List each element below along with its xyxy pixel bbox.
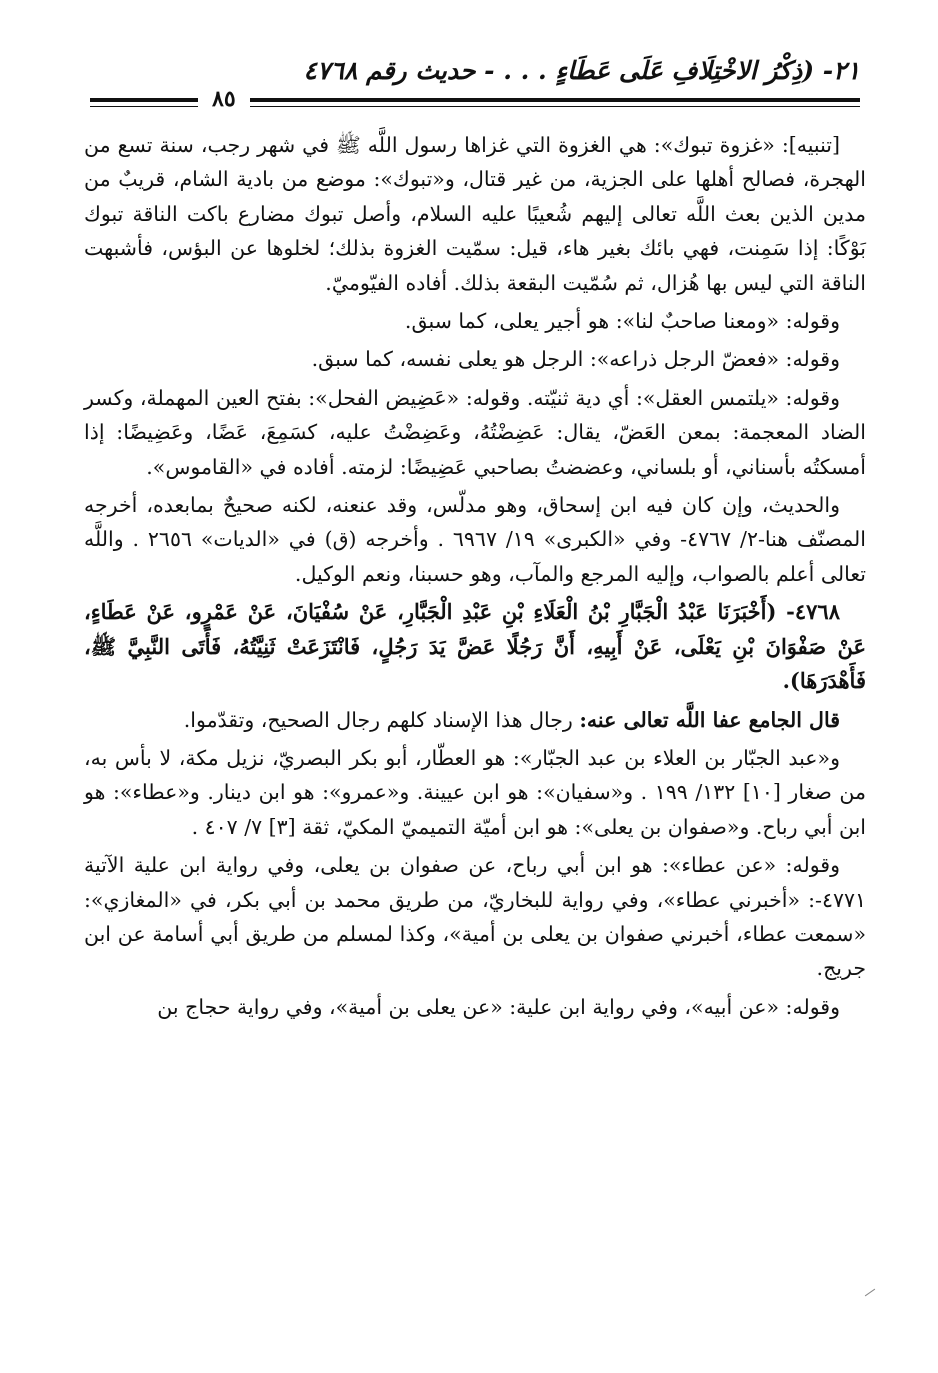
compiler-lead: قال الجامع عفا اللَّه تعالى عنه: <box>579 707 840 732</box>
paragraph-aql-definition: وقوله: «يلتمس العقل»: أي دية ثنيّته. وقوله: «عَضِيض الفحل»: بفتح العين المهملة، وكسر الضاد المعجمة: بمعن العَضّ، يقال: عَضِضْتُهُ، وعَضِضْتُ عليه، كسَمِعَ، عَضًا، وعَضِيضًا: إذا أمسكتُه بأسناني، أو بلساني، وعضضتُ بصاحبي عَضِيضًا: لزمته. أفاده في «القاموس». <box>84 385 866 479</box>
paragraph-takhrij: والحديث، وإن كان فيه ابن إسحاق، وهو مدلّس، وقد عنعنه، لكنه صحيحٌ بمابعده، أخرجه المصنّف هنا-٢/ ٤٧٦٧- وفي «الكبرى» ١٩/ ٦٩٦٧ . وأخرجه (ق) في «الديات» ٢٦٥٦ . واللَّه تعالى أعلم بالصواب، وإليه المرجع والمآب، وهو حسبنا، ونعم الوكيل. <box>84 493 866 586</box>
header-rule-left-thin <box>90 106 198 107</box>
hadith-4768: ٤٧٦٨- (أَخْبَرَنَا عَبْدُ الْجَبَّارِ بْنُ الْعَلَاءِ بْنِ عَبْدِ الْجَبَّارِ، عَنْ سُفْيَانَ، عَنْ عَمْرٍو، عَنْ عَطَاءٍ، عَنْ صَفْوَانَ بْنِ يَعْلَى، عَنْ أَبِيهِ، أَنَّ رَجُلًا عَضَّ يَدَ رَجُلٍ، فَانْتَزَعَتْ ثَنِيَّتُهُ، فَأَتَى النَّبِيَّ ﷺ، فَأَهْدَرَهَا). <box>84 599 866 694</box>
header-rule-right-thin <box>250 106 860 107</box>
paragraph-narrators: و«عبد الجبّار بن العلاء بن عبد الجبّار»: هو العطّار، أبو بكر البصريّ، نزيل مكة، لا بأس به، من صغار [١٠] ١٣٢/ ١٩٩ . و«سفيان»: هو ابن عيينة. و«عمرو»: هو ابن دينار. و«عطاء»: هو ابن أبي رباح. و«صفوان بن يعلى»: هو ابن أميّة التميميّ المكيّ، ثقة [٣] ٧/ ٤٠٧ . <box>84 745 867 839</box>
page-header <box>90 56 860 112</box>
header-rule-left-thick <box>90 98 198 102</box>
paragraph-arm-bite: وقوله: «فعضّ الرجل ذراعه»: الرجل هو يعلى نفسه، كما سبق. <box>311 347 840 372</box>
running-title: ٢١- (ذِكْرُ الاخْتِلَافِ عَلَى عَطَاءٍ . . . - حديث رقم ٤٧٦٨ <box>303 56 860 85</box>
compiler-note-text: رجال هذا الإسناد كلهم رجال الصحيح، وتقدّموا. <box>183 707 580 732</box>
page-body <box>84 128 866 1028</box>
paragraph-an-abihi: وقوله: «عن أبيه»، وفي رواية ابن علية: «عن يعلى بن أمية»، وفي رواية حجاج بن <box>157 994 840 1019</box>
scan-mark <box>865 1289 875 1297</box>
page-number: ٨٥ <box>202 86 246 112</box>
paragraph-note-tabuk: [تنبيه]: «غزوة تبوك»: هي الغزوة التي غزاها رسول اللَّه ﷺ في شهر رجب، سنة تسع من الهجرة، فصالح أهلها على الجزية، من غير قتال، و«تبوك»: موضع من بادية الشام، قريبٌ من مدين الذين بعث اللَّه تعالى إليهم شُعيبًا عليه السلام، وأصل تبوك مضارع باكت الناقة تبوك بَوْكًا: إذا سَمِنت، فهي بائك بغير هاء، قيل: سمّيت الغزوة بذلك؛ لخلوها عن البؤس، فأشبهت الناقة التي ليس بها هُزال، ثم سُمّيت البقعة بذلك. أفاده الفيّوميّ. <box>84 133 866 295</box>
paragraph-compiler-note <box>84 703 866 737</box>
header-rule-right-thick <box>250 98 860 102</box>
paragraph-ata: وقوله: «عن عطاء»: هو ابن أبي رباح، عن صفوان بن يعلى، وفي رواية ابن علية الآتية ٤٧٧١-: «أخبرني عطاء»، وفي رواية للبخاريّ، من طريق محمد بن أبي بكر، في «المغازي»: «سمعت عطاء، أخبرني صفوان بن يعلى بن أمية»، وكذا لمسلم من طريق أبي أسامة عن ابن جريج. <box>84 853 866 981</box>
paragraph-companion: وقوله: «ومعنا صاحبٌ لنا»: هو أجير يعلى، كما سبق. <box>404 309 840 334</box>
